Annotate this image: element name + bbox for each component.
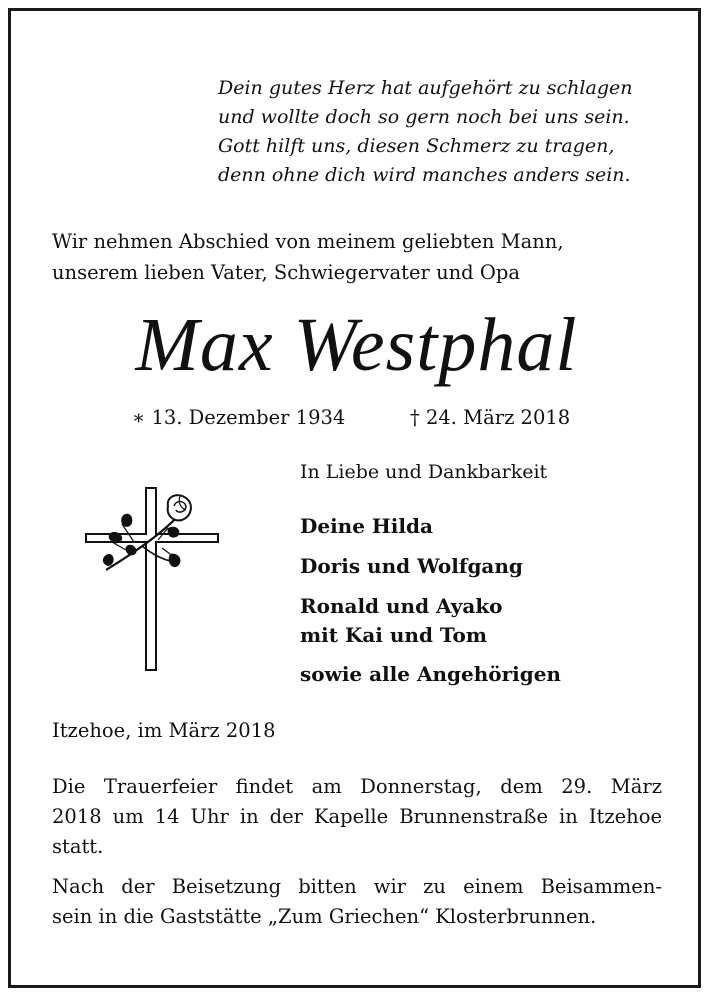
gathering-line: sein in die Gaststätte „Zum Griechen“ Klosterbrunnen. — [52, 905, 597, 928]
intro-text — [52, 226, 672, 288]
intro-line: Wir nehmen Abschied von meinem geliebten Mann, — [52, 230, 564, 253]
birth-date: ∗ 13. Dezember 1934 — [132, 406, 346, 429]
place-date: Itzehoe, im März 2018 — [52, 719, 276, 742]
deceased-name: Max Westphal — [135, 303, 578, 387]
family-line: Ronald und Ayako — [300, 594, 503, 618]
funeral-paragraph — [52, 772, 662, 862]
poem-line: und wollte doch so gern noch bei uns sein. — [218, 106, 630, 128]
family-line: Doris und Wolfgang — [300, 554, 523, 578]
family-line: Deine Hilda — [300, 514, 433, 538]
family-line: mit Kai und Tom — [300, 623, 487, 647]
poem — [218, 74, 668, 190]
funeral-line: statt. — [52, 835, 104, 858]
funeral-line: 2018 um 14 Uhr in der Kapelle Brunnenstraße in Itzehoe — [52, 805, 662, 828]
poem-line: denn ohne dich wird manches anders sein. — [218, 164, 631, 186]
poem-line: Gott hilft uns, diesen Schmerz zu tragen, — [218, 135, 615, 157]
gathering-line: Nach der Beisetzung bitten wir zu einem Beisammen- — [52, 875, 662, 898]
intro-line: unserem lieben Vater, Schwiegervater und Opa — [52, 261, 520, 284]
poem-line: Dein gutes Herz hat aufgehört zu schlagen — [218, 77, 633, 99]
cross-with-rose-icon — [82, 484, 222, 674]
thanks-line: In Liebe und Dankbarkeit — [300, 461, 548, 483]
family-line: sowie alle Angehörigen — [300, 662, 561, 686]
death-date: † 24. März 2018 — [410, 406, 571, 429]
gathering-paragraph — [52, 872, 662, 932]
funeral-line: Die Trauerfeier findet am Donnerstag, dem 29. März — [52, 775, 662, 798]
